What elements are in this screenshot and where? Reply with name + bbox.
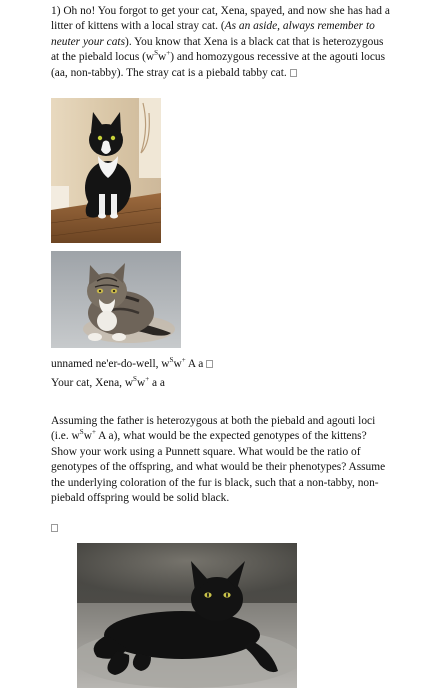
sup-plus: + <box>181 356 186 365</box>
intro-text-1: 1) Oh no! You forgot to get your cat, Xena, spayed, and now she has had a litter of kittens with a local stray cat. ( <box>51 5 390 33</box>
stray-alleles: A a <box>185 358 204 370</box>
sup-s: S <box>169 356 174 365</box>
xena-photo <box>51 98 161 243</box>
stray-label: unnamed ne'er-do-well, w <box>51 358 170 370</box>
question-paragraph <box>51 414 391 506</box>
stray-w: w <box>173 358 182 370</box>
xena-w: w <box>136 377 146 389</box>
stray-tabby-photo <box>51 251 181 348</box>
intro-text-2: ). You know that Xena is a black cat that is heterozygous at the piebald locus (w <box>51 35 384 64</box>
sup-s: S <box>133 375 137 384</box>
sup-plus: + <box>91 428 96 437</box>
stray-genotype-line <box>51 357 213 372</box>
intro-aside: As an aside, always remember to neuter your cats <box>51 20 375 48</box>
question-text-3: A a), what would be the expected genotypes of the kittens? Show your work using a Punnett square. What would be the ratio of genotypes of the offspring, and what would be their phenotypes? Assume the underlying coloration of the fur is black, such that a non-tabby, non-piebald offspring would be solid black. <box>51 430 386 505</box>
checkbox-icon[interactable] <box>51 524 58 532</box>
intro-text-4: ) and homozygous recessive at the agouti locus (aa, non-tabby). The stray cat is a piebald tabby cat. <box>51 51 386 79</box>
checkbox-icon[interactable] <box>206 360 213 368</box>
black-cat-photo <box>77 543 297 688</box>
checkbox-icon[interactable] <box>290 69 297 77</box>
xena-label: Your cat, Xena, w <box>51 377 134 389</box>
sup-s: S <box>154 49 159 58</box>
intro-paragraph <box>51 4 391 81</box>
sup-plus: + <box>145 375 150 384</box>
question-text-2: w <box>83 430 92 443</box>
question-text-1: Assuming the father is heterozygous at both the piebald and agouti loci (i.e. w <box>51 415 376 443</box>
sup-s: S <box>79 428 84 437</box>
intro-text-3: w <box>158 51 167 64</box>
xena-genotype-line <box>51 376 165 391</box>
sup-plus: + <box>166 49 171 58</box>
xena-alleles: a a <box>149 377 165 389</box>
